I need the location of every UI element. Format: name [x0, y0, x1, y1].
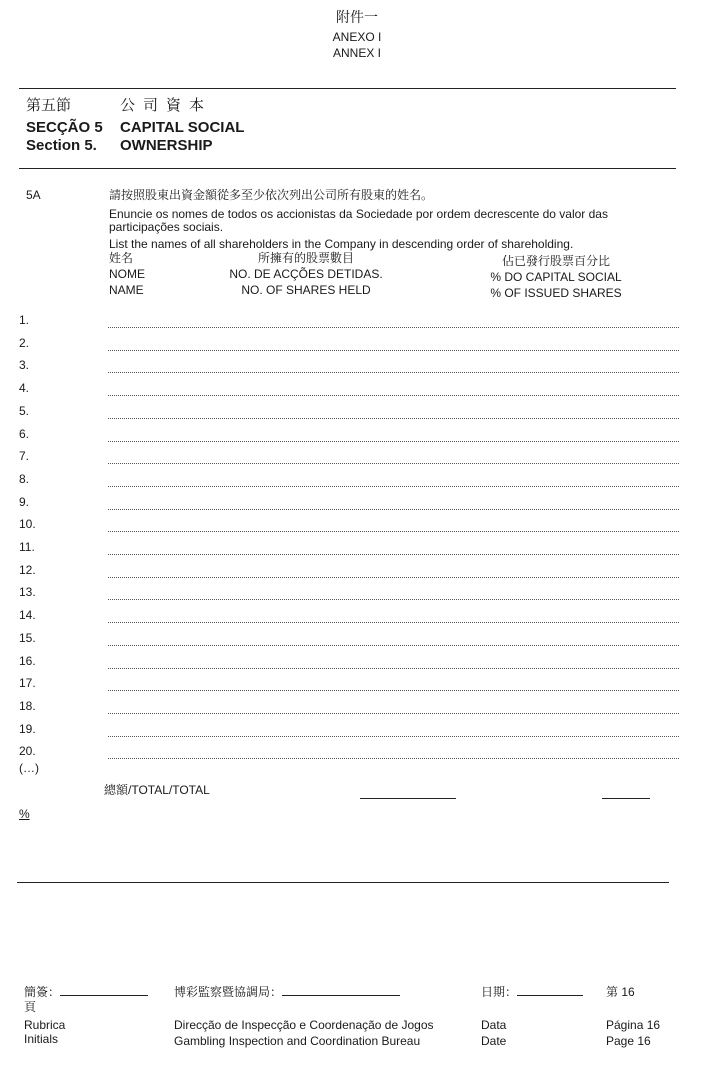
col-percent-en: % OF ISSUED SHARES [490, 286, 622, 300]
row-entry-line[interactable] [108, 713, 679, 714]
section-label-zh: 第五節 [26, 97, 72, 114]
row-entry-line[interactable] [108, 418, 679, 419]
col-name-en: NAME [109, 283, 144, 297]
row-number: 15. [19, 630, 36, 645]
row-entry-line[interactable] [108, 622, 679, 623]
annex-title-en: ANNEX I [332, 46, 381, 60]
row-number: 4. [19, 381, 30, 396]
question-text-en: List the names of all shareholders in the Company in descending order of shareholding. [109, 237, 574, 251]
question-code: 5A [26, 188, 41, 202]
row-number: 9. [19, 494, 30, 509]
footer-date [481, 985, 583, 999]
footer-date-zh: 日期： [481, 985, 518, 999]
bureau-signature-field[interactable] [282, 985, 400, 996]
rows-ellipsis: (…) [19, 761, 39, 775]
section-label-pt: SECÇÃO 5 [26, 119, 103, 136]
row-number: 2. [19, 335, 30, 350]
row-entry-line[interactable] [108, 372, 679, 373]
row-entry-line[interactable] [108, 690, 679, 691]
row-number: 6. [19, 426, 30, 441]
col-name-pt: NOME [109, 267, 145, 281]
question-text-pt-2: participações sociais. [109, 220, 224, 234]
annex-title-pt: ANEXO I [332, 30, 382, 44]
row-number: 13. [19, 585, 36, 600]
question-text-pt-1: Enuncie os nomes de todos os accionistas da Sociedade por ordem decrescente do valor das [109, 207, 608, 221]
row-number: 19. [19, 721, 36, 736]
row-number: 10. [19, 517, 36, 532]
initials-field[interactable] [60, 985, 148, 996]
row-entry-line[interactable] [108, 554, 679, 555]
footer-initials [24, 985, 148, 999]
section-label-en: Section 5. [26, 137, 97, 154]
total-label: 總額/TOTAL/TOTAL [104, 783, 210, 797]
row-entry-line[interactable] [108, 463, 679, 464]
footer-initials-en: Initials [24, 1032, 59, 1046]
row-number: 3. [19, 358, 30, 373]
row-entry-line[interactable] [108, 577, 679, 578]
total-shares-field[interactable] [360, 798, 456, 799]
col-shares-en: NO. OF SHARES HELD [241, 283, 371, 297]
row-entry-line[interactable] [108, 486, 679, 487]
row-entry-line[interactable] [108, 531, 679, 532]
row-number: 20. [19, 744, 36, 759]
date-field[interactable] [517, 985, 583, 996]
footer-page-pt: Página 16 [606, 1018, 661, 1032]
section-divider [19, 168, 676, 169]
section-title-pt: CAPITAL SOCIAL [120, 119, 245, 136]
footer-initials-zh: 簡簽： [24, 985, 61, 999]
row-number: 7. [19, 449, 30, 464]
col-name-zh: 姓名 [109, 251, 134, 265]
row-number: 18. [19, 698, 36, 713]
section-title-en: OWNERSHIP [120, 137, 213, 154]
question-text-zh: 請按照股東出資金額從多至少依次列出公司所有股東的姓名。 [109, 188, 434, 202]
row-entry-line[interactable] [108, 350, 679, 351]
row-number: 14. [19, 608, 36, 623]
footer-initials-pt: Rubrica [24, 1018, 66, 1032]
footer-initials-zh-2: 頁 [24, 1000, 37, 1014]
bottom-divider [17, 882, 669, 883]
footer-date-pt: Data [481, 1018, 507, 1032]
row-number: 5. [19, 403, 30, 418]
col-percent-zh: 佔已發行股票百分比 [501, 254, 610, 268]
footer-date-en: Date [481, 1034, 507, 1048]
percent-sign: % [19, 807, 30, 821]
row-number: 1. [19, 313, 30, 327]
row-entry-line[interactable] [108, 645, 679, 646]
row-entry-line[interactable] [108, 736, 679, 737]
footer-page-zh: 第 16 [606, 985, 635, 999]
row-entry-line[interactable] [108, 758, 679, 759]
footer-bureau [174, 985, 400, 999]
row-entry-line[interactable] [108, 599, 679, 600]
footer-bureau-pt: Direcção de Inspecção e Coordenação de Jogos [174, 1018, 434, 1032]
col-shares-pt: NO. DE ACÇÕES DETIDAS. [229, 267, 383, 281]
row-entry-line[interactable] [108, 441, 679, 442]
section-title-zh: 公司資本 [120, 97, 213, 114]
total-percent-field[interactable] [602, 798, 650, 799]
footer-page-en: Page 16 [606, 1034, 651, 1048]
col-shares-zh: 所擁有的股票數目 [257, 251, 354, 265]
footer-bureau-zh: 博彩監察暨協調局： [174, 985, 283, 999]
row-number: 12. [19, 562, 36, 577]
row-entry-line[interactable] [108, 509, 679, 510]
annex-title-zh: 附件一 [336, 9, 378, 25]
row-entry-line[interactable] [108, 327, 679, 328]
row-number: 17. [19, 676, 36, 691]
row-number: 8. [19, 471, 30, 486]
row-number: 11. [19, 540, 35, 554]
col-percent-pt: % DO CAPITAL SOCIAL [490, 270, 622, 284]
row-entry-line[interactable] [108, 668, 679, 669]
top-divider [19, 88, 676, 89]
footer-bureau-en: Gambling Inspection and Coordination Bureau [174, 1034, 421, 1048]
row-entry-line[interactable] [108, 395, 679, 396]
row-number: 16. [19, 653, 36, 668]
